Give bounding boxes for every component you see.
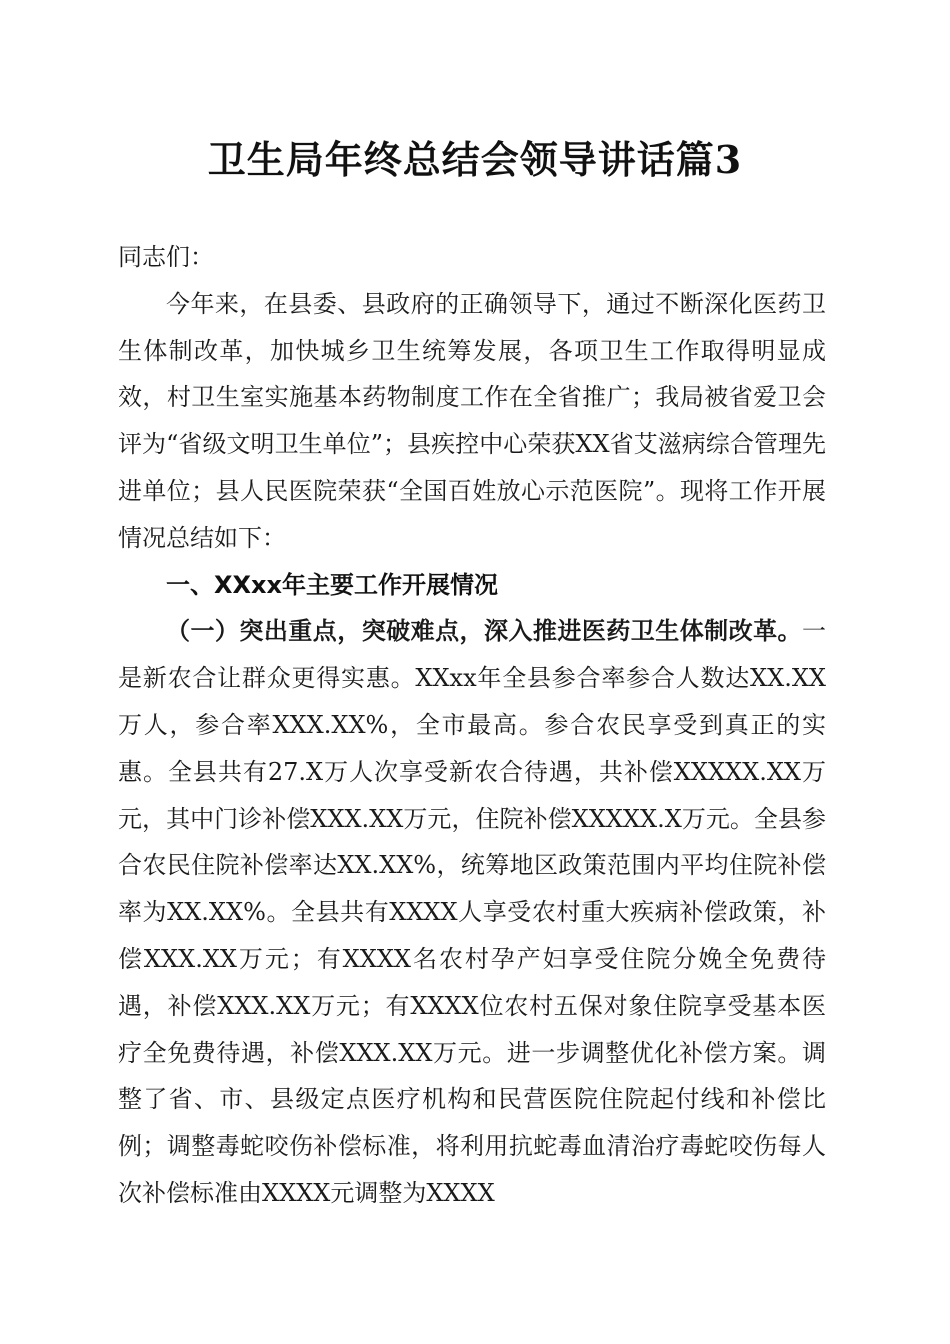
subsection-paragraph: [118, 608, 826, 1216]
section-heading: 一、XXxx年主要工作开展情况: [166, 570, 498, 599]
intro-paragraph: 今年来，在县委、县政府的正确领导下，通过不断深化医药卫生体制改革，加快城乡卫生统筹发展，各项卫生工作取得明显成效，村卫生室实施基本药物制度工作在全省推广；我局被省爱卫会评为“省级文明卫生单位”；县疾控中心荣获XX省艾滋病综合管理先进单位；县人民医院荣获“全国百姓放心示范医院”。现将工作开展情况总结如下：: [118, 289, 826, 552]
subsection-body: 一是新农合让群众更得实惠。XXxx年全县参合率参合人数达XX.XX万人，参合率XXX.XX%，全市最高。参合农民享受到真正的实惠。全县共有27.X万人次享受新农合待遇，共补偿XXXXX.XX万元，其中门诊补偿XXX.XX万元，住院补偿XXXXX.X万元。全县参合农民住院补偿率达XX.XX%，统筹地区政策范围内平均住院补偿率为XX.XX%。全县共有XXXX人享受农村重大疾病补偿政策，补偿XXX.XX万元；有XXXX名农村孕产妇享受住院分娩全免费待遇，补偿XXX.XX万元；有XXXX位农村五保对象住院享受基本医疗全免费待遇，补偿XXX.XX万元。进一步调整优化补偿方案。调整了省、市、县级定点医疗机构和民营医院住院起付线和补偿比例；调整毒蛇咬伤补偿标准，将利用抗蛇毒血清治疗毒蛇咬伤每人次补偿标准由XXXX元调整为XXXX: [118, 617, 826, 1207]
salutation: 同志们：: [118, 243, 214, 271]
document-title: 卫生局年终总结会领导讲话篇3: [207, 137, 743, 182]
document-body: [118, 234, 826, 1217]
subsection-heading: （一）突出重点，突破难点，深入推进医药卫生体制改革。: [166, 617, 802, 646]
